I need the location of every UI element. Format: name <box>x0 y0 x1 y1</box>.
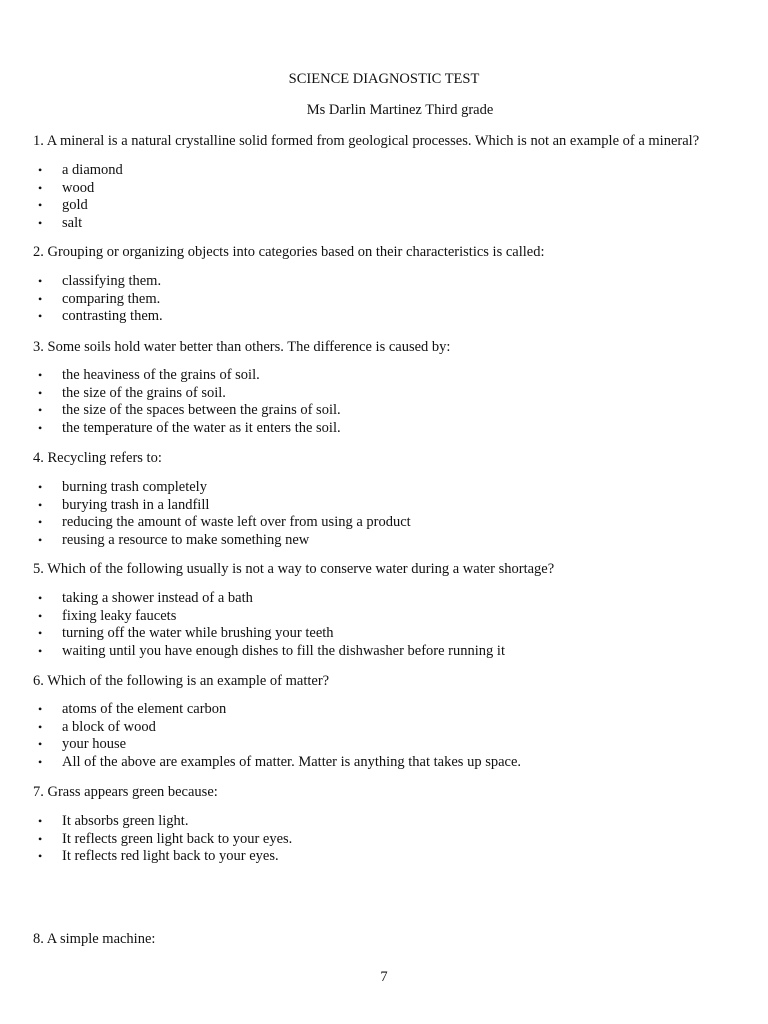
document-subtitle: Ms Darlin Martinez Third grade <box>306 102 494 118</box>
bullet-icon: • <box>38 814 43 828</box>
option-text: It reflects green light back to your eyes. <box>62 830 293 847</box>
option <box>0 736 521 754</box>
option-text: waiting until you have enough dishes to fill the dishwasher before running it <box>62 643 505 660</box>
bullet-icon: • <box>38 385 43 400</box>
page-number: 7 <box>380 969 388 985</box>
option <box>0 608 505 626</box>
question-6: 6. Which of the following is an example of matter? <box>33 673 330 689</box>
option <box>0 813 292 831</box>
option-text: classifying them. <box>62 273 162 289</box>
bullet-icon: • <box>38 309 43 324</box>
option-text: your house <box>62 736 127 753</box>
question-6-options <box>0 701 521 772</box>
question-2-options <box>0 273 163 326</box>
question-4: 4. Recycling refers to: <box>33 450 162 466</box>
bullet-icon: • <box>38 831 43 846</box>
question-4-options <box>0 479 411 550</box>
option-text: It reflects red light back to your eyes. <box>62 848 279 865</box>
option-text: taking a shower instead of a bath <box>62 590 253 606</box>
option <box>0 590 505 608</box>
bullet-icon: • <box>38 719 43 734</box>
option <box>0 701 521 719</box>
option-text: All of the above are examples of matter. Matter is anything that takes up space. <box>62 754 522 771</box>
bullet-icon: • <box>38 702 43 716</box>
option-text: burying trash in a landfill <box>62 496 210 513</box>
bullet-icon: • <box>38 274 43 288</box>
option <box>0 291 163 309</box>
option-text: burning trash completely <box>62 479 207 495</box>
option-text: salt <box>62 215 83 232</box>
bullet-icon: • <box>38 403 43 418</box>
bullet-icon: • <box>38 291 43 306</box>
bullet-icon: • <box>38 216 43 231</box>
option-text: the size of the spaces between the grains of soil. <box>62 402 341 419</box>
bullet-icon: • <box>38 644 43 659</box>
option <box>0 532 411 550</box>
bullet-icon: • <box>38 591 43 605</box>
option <box>0 402 341 420</box>
option <box>0 273 163 291</box>
question-8: 8. A simple machine: <box>33 931 156 947</box>
option-text: reusing a resource to make something new <box>62 532 310 549</box>
bullet-icon: • <box>38 755 43 770</box>
option <box>0 420 341 438</box>
question-5: 5. Which of the following usually is not a way to conserve water during a water shortage? <box>33 561 555 577</box>
bullet-icon: • <box>38 480 43 494</box>
option <box>0 215 123 233</box>
option <box>0 385 341 403</box>
option-text: turning off the water while brushing your teeth <box>62 625 334 642</box>
option-text: the heaviness of the grains of soil. <box>62 367 260 383</box>
question-3-options <box>0 367 341 438</box>
question-7: 7. Grass appears green because: <box>33 784 218 800</box>
option-text: fixing leaky faucets <box>62 607 177 624</box>
option-text: comparing them. <box>62 290 161 307</box>
bullet-icon: • <box>38 626 43 641</box>
bullet-icon: • <box>38 737 43 752</box>
option-text: a block of wood <box>62 718 156 735</box>
option <box>0 180 123 198</box>
question-5-options <box>0 590 505 661</box>
option-text: the temperature of the water as it enters the soil. <box>62 420 341 437</box>
bullet-icon: • <box>38 198 43 213</box>
question-1: 1. A mineral is a natural crystalline solid formed from geological processes. Which is not an example of a mineral? <box>33 133 700 149</box>
bullet-icon: • <box>38 180 43 195</box>
option <box>0 754 521 772</box>
bullet-icon: • <box>38 849 43 864</box>
document-title: SCIENCE DIAGNOSTIC TEST <box>288 71 480 87</box>
option <box>0 643 505 661</box>
option-text: gold <box>62 197 88 214</box>
option-text: atoms of the element carbon <box>62 701 227 717</box>
question-1-options <box>0 162 123 233</box>
bullet-icon: • <box>38 515 43 530</box>
option <box>0 308 163 326</box>
bullet-icon: • <box>38 163 43 177</box>
option-text: contrasting them. <box>62 308 163 325</box>
option-text: a diamond <box>62 162 123 178</box>
question-2: 2. Grouping or organizing objects into categories based on their characteristics is called: <box>33 244 545 260</box>
question-3: 3. Some soils hold water better than others. The difference is caused by: <box>33 339 451 355</box>
option <box>0 497 411 515</box>
option-text: It absorbs green light. <box>62 813 189 829</box>
bullet-icon: • <box>38 368 43 382</box>
question-7-options <box>0 813 292 866</box>
option <box>0 162 123 180</box>
bullet-icon: • <box>38 533 43 548</box>
option <box>0 479 411 497</box>
option <box>0 197 123 215</box>
option <box>0 719 521 737</box>
option <box>0 831 292 849</box>
option <box>0 848 292 866</box>
option-text: reducing the amount of waste left over from using a product <box>62 514 411 531</box>
option-text: wood <box>62 179 95 196</box>
option-text: the size of the grains of soil. <box>62 384 226 401</box>
bullet-icon: • <box>38 497 43 512</box>
option <box>0 514 411 532</box>
option <box>0 625 505 643</box>
option <box>0 367 341 385</box>
bullet-icon: • <box>38 421 43 436</box>
bullet-icon: • <box>38 608 43 623</box>
